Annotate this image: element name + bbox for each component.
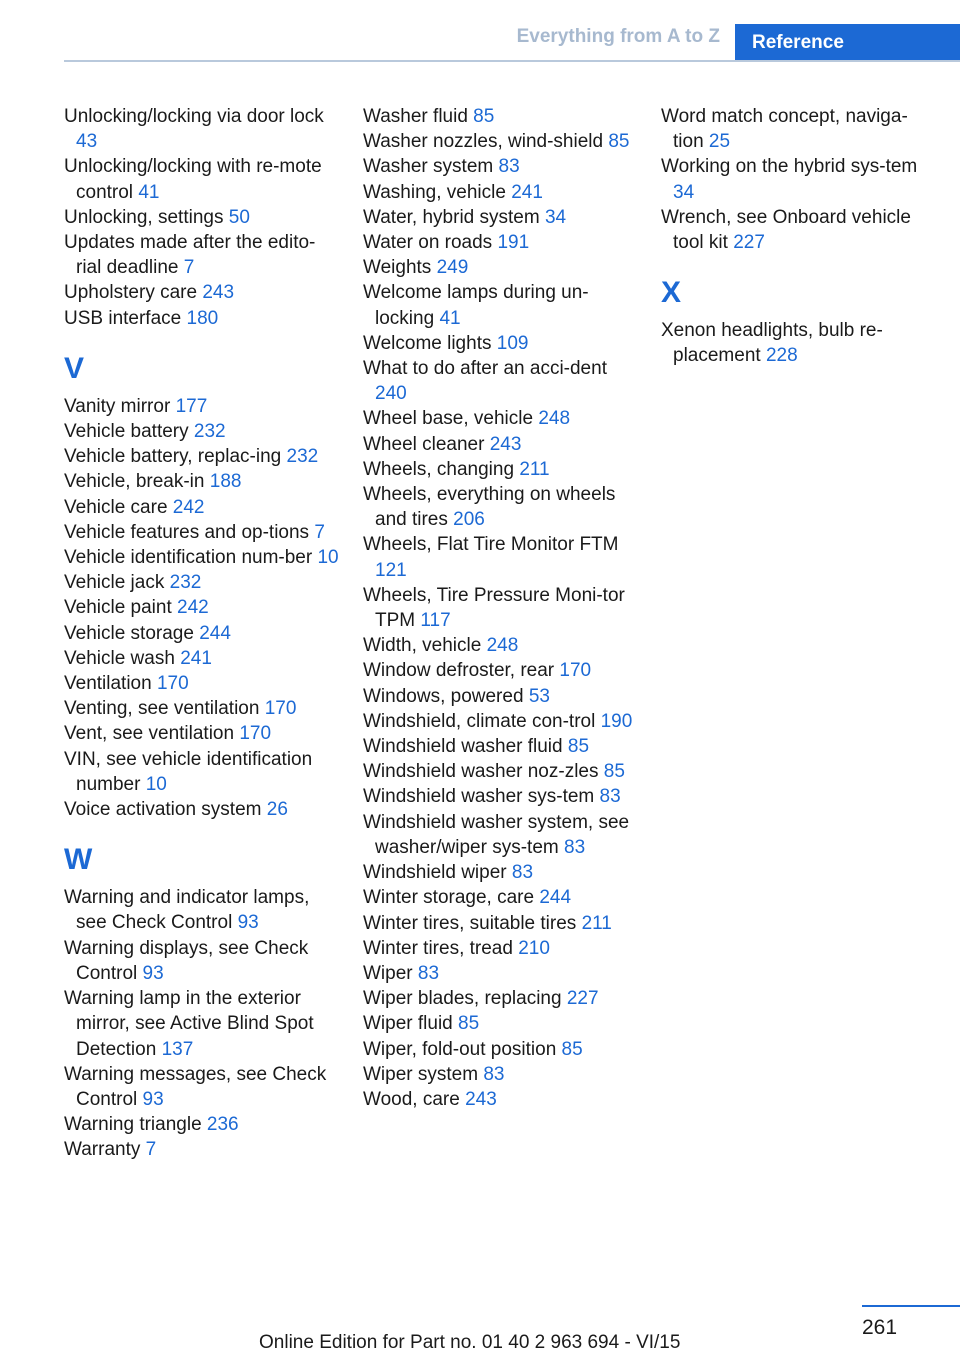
page-link[interactable]: 241 bbox=[180, 647, 212, 669]
index-entry-term: Unlocking/locking via door lock bbox=[64, 106, 324, 127]
index-entry bbox=[363, 129, 638, 154]
index-entry bbox=[64, 495, 339, 520]
page-link[interactable]: 243 bbox=[465, 1088, 497, 1110]
page-link[interactable]: 83 bbox=[511, 862, 534, 884]
index-entry bbox=[363, 583, 638, 633]
page-link[interactable]: 7 bbox=[314, 521, 325, 543]
index-entry bbox=[64, 306, 339, 331]
page-link[interactable]: 83 bbox=[564, 836, 586, 858]
index-entry-term: Windows, powered bbox=[363, 685, 524, 707]
index-entry bbox=[363, 532, 638, 582]
index-entry bbox=[363, 684, 638, 709]
page-link[interactable]: 211 bbox=[581, 912, 612, 934]
index-entry bbox=[64, 205, 339, 230]
index-entry-term: Wrench, see Onboard vehicle tool kit bbox=[661, 206, 911, 254]
index-entry bbox=[64, 1112, 339, 1137]
index-entry bbox=[363, 230, 638, 255]
index-entry-term: Wheels, Tire Pressure Moni-tor TPM bbox=[363, 584, 625, 632]
index-entry bbox=[363, 180, 638, 205]
index-entry-term: Vanity mirror bbox=[64, 395, 171, 417]
index-column-1 bbox=[64, 104, 339, 1163]
index-entry-term: Welcome lights bbox=[363, 332, 492, 354]
index-entry-term: Vehicle wash bbox=[64, 647, 175, 669]
index-entry-term: Updates made after the edito-rial deadline bbox=[64, 232, 316, 279]
index-entry bbox=[661, 318, 936, 368]
index-entry-term: Washer fluid bbox=[363, 106, 468, 127]
index-entry bbox=[64, 545, 339, 570]
index-entry-term: Vehicle care bbox=[64, 496, 168, 518]
page-link[interactable]: 10 bbox=[317, 547, 339, 569]
index-entry bbox=[363, 1037, 638, 1062]
index-entry-term: Washer system bbox=[363, 156, 494, 178]
index-entry bbox=[64, 154, 339, 204]
index-entry bbox=[661, 104, 936, 154]
page-link[interactable]: 83 bbox=[417, 962, 440, 984]
index-entry-term: Unlocking/locking with re-mote control bbox=[64, 156, 322, 203]
index-entry bbox=[363, 205, 638, 230]
index-entry bbox=[363, 331, 638, 356]
page-link[interactable]: 232 bbox=[193, 421, 226, 443]
page-link[interactable]: 34 bbox=[544, 206, 567, 228]
index-entry-term: Vehicle features and op-tions bbox=[64, 521, 310, 543]
index-entry-term: Wheels, everything on wheels and tires bbox=[363, 484, 616, 531]
index-entry-term: Vehicle battery, replac-ing bbox=[64, 446, 282, 468]
index-entry bbox=[64, 104, 339, 154]
page-link[interactable]: 25 bbox=[708, 131, 731, 153]
index-entry bbox=[363, 406, 638, 431]
index-entry bbox=[363, 1087, 638, 1112]
index-entry-term: Wood, care bbox=[363, 1088, 460, 1110]
page-link[interactable]: 83 bbox=[498, 156, 520, 178]
index-entry-term: Unlocking, settings bbox=[64, 206, 224, 228]
index-entry-term: Upholstery care bbox=[64, 282, 198, 304]
index-entry-term: Windshield wiper bbox=[363, 862, 507, 884]
index-column-3 bbox=[661, 104, 936, 369]
page-link[interactable]: 210 bbox=[518, 937, 550, 959]
index-entry bbox=[64, 570, 339, 595]
index-entry-term: Ventilation bbox=[64, 673, 152, 695]
index-entry-term: Vehicle battery bbox=[64, 421, 189, 443]
page-link[interactable]: 117 bbox=[420, 610, 451, 632]
index-entry bbox=[363, 734, 638, 759]
page-link[interactable]: 83 bbox=[483, 1063, 505, 1085]
page-link[interactable]: 85 bbox=[608, 131, 630, 153]
page-link[interactable]: 170 bbox=[156, 673, 189, 695]
page-link[interactable]: 248 bbox=[538, 408, 571, 430]
index-entry bbox=[64, 696, 339, 721]
page-link[interactable]: 240 bbox=[375, 383, 407, 405]
index-entry bbox=[363, 1062, 638, 1087]
index-entry bbox=[64, 520, 339, 545]
page-link[interactable]: 85 bbox=[603, 761, 625, 783]
index-entry-term: Width, vehicle bbox=[363, 635, 482, 657]
page-link[interactable]: 248 bbox=[486, 635, 519, 657]
index-entry bbox=[64, 1062, 339, 1112]
page-link[interactable]: 170 bbox=[559, 660, 592, 682]
page-link[interactable]: 26 bbox=[266, 799, 288, 821]
index-entry bbox=[64, 797, 339, 822]
index-entry-term: Vehicle storage bbox=[64, 622, 194, 644]
section-title: Everything from A to Z bbox=[516, 26, 720, 47]
index-entry-term: Winter storage, care bbox=[363, 887, 535, 909]
index-entry bbox=[64, 230, 339, 280]
index-entry-term: Warning and indicator lamps, see Check Control bbox=[64, 887, 310, 934]
index-entry bbox=[363, 885, 638, 910]
page-link[interactable]: 241 bbox=[511, 181, 543, 203]
index-entry-term: Winter tires, tread bbox=[363, 937, 513, 959]
index-entry-term: Working on the hybrid sys-tem bbox=[661, 156, 918, 178]
index-entry bbox=[363, 482, 638, 532]
index-entry-term: Water on roads bbox=[363, 232, 493, 254]
index-entry-term: Wheels, changing bbox=[363, 458, 515, 480]
page-link[interactable]: 249 bbox=[436, 257, 469, 279]
index-entry bbox=[363, 759, 638, 784]
index-entry-term: USB interface bbox=[64, 307, 182, 329]
index-entry bbox=[363, 911, 638, 936]
page-link[interactable]: 53 bbox=[528, 685, 550, 707]
index-entry-term: Wheel base, vehicle bbox=[363, 408, 534, 430]
page-link[interactable]: 244 bbox=[539, 887, 572, 909]
page-link[interactable]: 170 bbox=[239, 723, 272, 745]
index-entry-term: Wiper fluid bbox=[363, 1013, 453, 1035]
index-entry-term: Wiper blades, replacing bbox=[363, 988, 562, 1010]
index-entry-term: Washing, vehicle bbox=[363, 181, 506, 203]
index-entry-term: Wheels, Flat Tire Monitor FTM bbox=[363, 534, 619, 556]
page-link[interactable]: 85 bbox=[561, 1038, 583, 1060]
index-entry bbox=[64, 621, 339, 646]
index-entry bbox=[64, 469, 339, 494]
index-entry bbox=[363, 104, 638, 129]
page-link[interactable]: 121 bbox=[375, 559, 407, 581]
page-link[interactable]: 243 bbox=[202, 282, 235, 304]
index-entry-term: Wheel cleaner bbox=[363, 433, 485, 455]
index-entry-term: Warning messages, see Check Control bbox=[64, 1063, 327, 1110]
index-entry bbox=[363, 709, 638, 734]
page-link[interactable]: 109 bbox=[496, 332, 529, 354]
page-link[interactable]: 206 bbox=[453, 509, 485, 531]
index-entry bbox=[64, 444, 339, 469]
page-link[interactable]: 191 bbox=[497, 232, 530, 254]
index-entry bbox=[64, 986, 339, 1062]
index-entry bbox=[363, 810, 638, 860]
index-entry-term: Vehicle paint bbox=[64, 597, 172, 619]
footer-divider bbox=[862, 1305, 960, 1307]
index-entry bbox=[661, 154, 936, 204]
index-entry-term: Word match concept, naviga-tion bbox=[661, 106, 908, 153]
index-entry bbox=[64, 1137, 339, 1162]
index-entry-term: Xenon headlights, bulb re-placement bbox=[661, 320, 883, 367]
index-entry bbox=[363, 961, 638, 986]
index-entry-term: Wiper system bbox=[363, 1063, 479, 1085]
page-link[interactable]: 232 bbox=[286, 446, 319, 468]
index-letter-heading: W bbox=[64, 843, 93, 877]
index-entry bbox=[64, 595, 339, 620]
page-link[interactable]: 43 bbox=[76, 131, 98, 153]
index-entry bbox=[64, 419, 339, 444]
page-link[interactable]: 228 bbox=[765, 345, 798, 367]
index-column-2 bbox=[363, 104, 638, 1112]
index-entry-term: Water, hybrid system bbox=[363, 206, 540, 228]
index-entry-term: Windshield, climate con-trol bbox=[363, 710, 596, 732]
page-link[interactable]: 242 bbox=[177, 597, 209, 619]
page-number: 261 bbox=[862, 1316, 898, 1339]
index-entry-term: Windshield washer noz-zles bbox=[363, 761, 599, 783]
index-entry-term: Warning triangle bbox=[64, 1114, 202, 1136]
page-link[interactable]: 85 bbox=[473, 106, 495, 127]
page-link[interactable]: 85 bbox=[567, 736, 590, 758]
index-entry-term: Venting, see ventilation bbox=[64, 698, 260, 720]
page-link[interactable]: 41 bbox=[439, 307, 461, 329]
page-link[interactable]: 227 bbox=[733, 232, 765, 254]
index-entry-term: Voice activation system bbox=[64, 799, 262, 821]
page-link[interactable]: 243 bbox=[489, 433, 522, 455]
index-entry bbox=[363, 860, 638, 885]
index-entry bbox=[363, 936, 638, 961]
index-entry-term: Welcome lamps during un-locking bbox=[363, 282, 589, 329]
index-entry-term: Windshield washer sys-tem bbox=[363, 786, 595, 808]
page-link[interactable]: 93 bbox=[142, 962, 164, 984]
index-entry-term: Vehicle, break-in bbox=[64, 471, 205, 493]
page-link[interactable]: 188 bbox=[209, 471, 242, 493]
index-entry bbox=[64, 646, 339, 671]
page-link[interactable]: 7 bbox=[145, 1139, 157, 1161]
index-entry-term: Vehicle jack bbox=[64, 572, 165, 594]
index-entry bbox=[363, 986, 638, 1011]
page-link[interactable]: 7 bbox=[183, 257, 195, 279]
page-link[interactable]: 93 bbox=[142, 1088, 164, 1110]
index-entry-term: Winter tires, suitable tires bbox=[363, 912, 577, 934]
page-link[interactable]: 242 bbox=[172, 496, 205, 518]
page-link[interactable]: 41 bbox=[138, 181, 160, 203]
index-entry bbox=[64, 885, 339, 935]
page-link[interactable]: 244 bbox=[199, 622, 231, 644]
page-header bbox=[0, 0, 960, 62]
index-letter-heading: V bbox=[64, 351, 85, 385]
index-entry-term: VIN, see vehicle identification number bbox=[64, 748, 313, 795]
edition-note: Online Edition for Part no. 01 40 2 963 694 - VI/15 bbox=[259, 1332, 681, 1353]
index-entry bbox=[363, 280, 638, 330]
page-link[interactable]: 180 bbox=[186, 307, 219, 329]
index-entry-term: Washer nozzles, wind-shield bbox=[363, 131, 604, 153]
index-letter-heading: X bbox=[661, 276, 682, 310]
index-entry bbox=[64, 721, 339, 746]
index-entry-term: Warning displays, see Check Control bbox=[64, 937, 309, 984]
index-entry bbox=[363, 633, 638, 658]
page-link[interactable]: 50 bbox=[228, 206, 250, 228]
header-divider bbox=[64, 60, 960, 62]
index-entry-term: Window defroster, rear bbox=[363, 660, 555, 682]
page-link[interactable]: 85 bbox=[458, 1013, 480, 1035]
page-link[interactable]: 10 bbox=[145, 773, 167, 795]
index-entry bbox=[363, 154, 638, 179]
index-entry bbox=[64, 936, 339, 986]
index-entry bbox=[363, 658, 638, 683]
index-entry bbox=[363, 457, 638, 482]
index-entry bbox=[363, 255, 638, 280]
index-entry bbox=[363, 356, 638, 406]
index-entry bbox=[661, 205, 936, 255]
index-entry-term: Vent, see ventilation bbox=[64, 723, 235, 745]
index-entry-term: Warranty bbox=[64, 1139, 141, 1161]
index-entry bbox=[64, 671, 339, 696]
page-link[interactable]: 236 bbox=[206, 1114, 239, 1136]
page-link[interactable]: 227 bbox=[566, 988, 599, 1010]
page-link[interactable]: 170 bbox=[264, 698, 297, 720]
page-link[interactable]: 232 bbox=[169, 572, 202, 594]
page-link[interactable]: 190 bbox=[600, 710, 633, 732]
index-entry-term: Windshield washer fluid bbox=[363, 736, 563, 758]
index-entry bbox=[363, 784, 638, 809]
chapter-tab[interactable]: Reference bbox=[735, 24, 960, 62]
index-entry-term: Wiper, fold-out position bbox=[363, 1038, 557, 1060]
page-link[interactable]: 93 bbox=[237, 912, 259, 934]
page-link[interactable]: 137 bbox=[161, 1038, 194, 1060]
index-entry-term: What to do after an acci-dent bbox=[363, 358, 607, 380]
index-entry bbox=[64, 747, 339, 797]
index-entry bbox=[64, 280, 339, 305]
index-entry-term: Weights bbox=[363, 257, 432, 279]
page-link[interactable]: 211 bbox=[519, 458, 550, 480]
page-link[interactable]: 34 bbox=[673, 181, 695, 203]
index-entry-term: Windshield washer system, see washer/wiper sys-tem bbox=[363, 811, 630, 858]
index-entry bbox=[363, 432, 638, 457]
page-link[interactable]: 83 bbox=[599, 786, 621, 808]
index-entry bbox=[64, 394, 339, 419]
index-entry-term: Vehicle identification num-ber bbox=[64, 547, 313, 569]
page-link[interactable]: 177 bbox=[175, 395, 208, 417]
index-entry bbox=[363, 1011, 638, 1036]
index-entry-term: Warning lamp in the exterior mirror, see Active Blind Spot Detection bbox=[64, 988, 314, 1060]
index-entry-term: Wiper bbox=[363, 962, 413, 984]
